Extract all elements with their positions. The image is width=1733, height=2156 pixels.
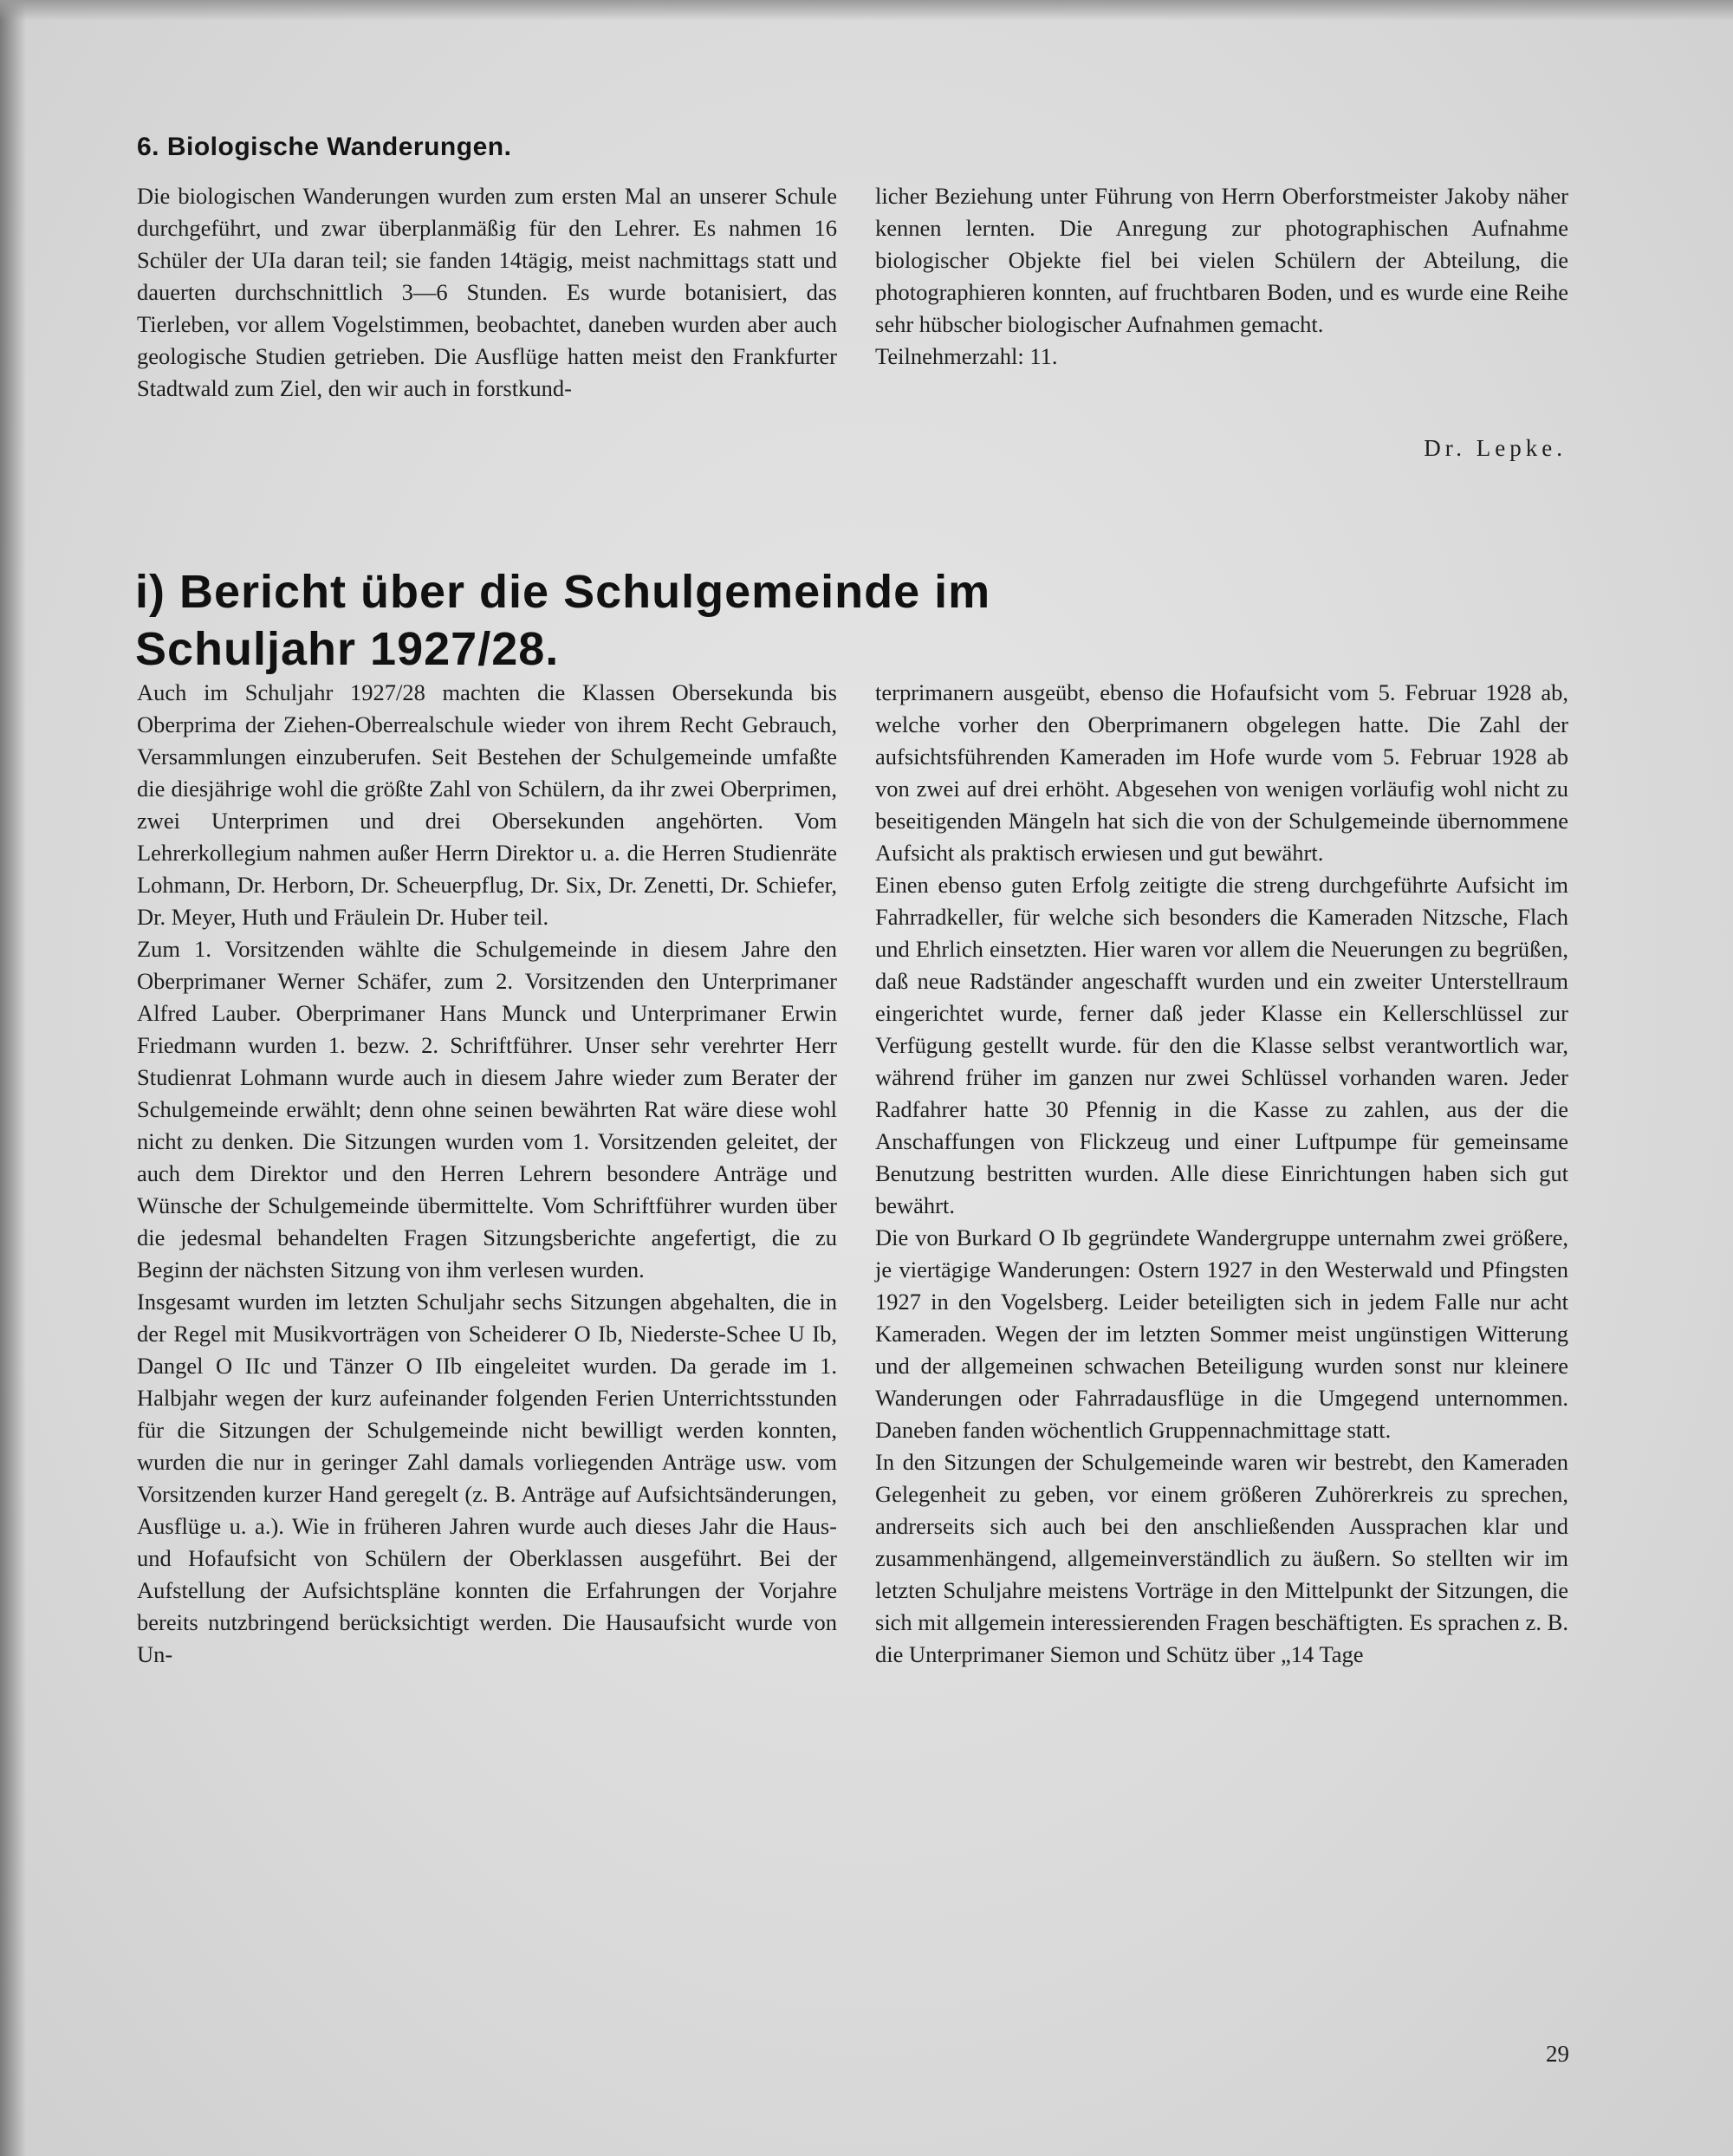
- paragraph: terprimanern ausgeübt, ebenso die Hofaufsicht vom 5. Februar 1928 ab, welche vorher den Oberprimanern obgelegen hatte. Die Zahl der aufsichtsführenden Kameraden im Hofe wurde vom 5. Februar 1928 ab von zwei auf drei erhöht. Abgesehen von wenigen vorläufig wohl nicht zu beseitigenden Mängeln hat sich die von der Schulgemeinde übernommene Aufsicht als praktisch erwiesen und gut bewährt.: [875, 679, 1568, 866]
- section-i-heading-line2: Schuljahr 1927/28.: [135, 623, 560, 675]
- section-6-right-column: [875, 180, 1568, 373]
- section-6-right-text: licher Beziehung unter Führung von Herrn Oberforstmeister Jakoby näher kennen lernten. Die Anregung zur photographischen Aufnahme biologischer Objekte fiel bei vielen Schülern der Abteilung, die photographieren konnten, auf fruchtbaren Boden, und es wurde eine Reihe sehr hübscher biologischer Aufnahmen gemacht.: [875, 183, 1568, 337]
- binding-shadow: [0, 0, 26, 2156]
- section-i-right-column: [875, 677, 1568, 1671]
- paragraph: Auch im Schuljahr 1927/28 machten die Klassen Obersekunda bis Oberprima der Ziehen-Oberrealschule wieder von ihrem Recht Gebrauch, Versammlungen einzuberufen. Seit Bestehen der Schulgemeinde umfaßte die diesjährige wohl die größte Zahl von Schülern, da ihr zwei Oberprimen, zwei Unterprimen und drei Obersekunden angehörten. Vom Lehrerkollegium nahmen außer Herrn Direktor u. a. die Herren Studienräte Lohmann, Dr. Herborn, Dr. Scheuerpflug, Dr. Six, Dr. Zenetti, Dr. Schiefer, Dr. Meyer, Huth und Fräulein Dr. Huber teil.: [137, 679, 837, 930]
- top-shadow: [0, 0, 1733, 21]
- paragraph: Einen ebenso guten Erfolg zeitigte die streng durchgeführte Aufsicht im Fahrradkeller, für welche sich besonders die Kameraden Nitzsche, Flach und Ehrlich einsetzten. Hier waren vor allem die Neuerungen zu begrüßen, daß neue Radständer angeschafft wurden und ein zweiter Unterstellraum eingerichtet wurde, ferner daß jeder Klasse ein Kellerschlüssel zur Verfügung gestellt wurde. für den die Klasse selbst verantwortlich war, während früher im ganzen nur zwei Schlüssel vorhanden waren. Jeder Radfahrer hatte 30 Pfennig in die Kasse zu zahlen, aus der die Anschaffungen von Flickzeug und einer Luftpumpe für gemeinsame Benutzung bestritten wurden. Alle diese Einrichtungen haben sich gut bewährt.: [875, 872, 1568, 1218]
- section-i-left-column: [137, 677, 837, 1671]
- paragraph: In den Sitzungen der Schulgemeinde waren wir bestrebt, den Kameraden Gelegenheit zu geben, vor einem größeren Zuhörerkreis zu sprechen, andrerseits sich auch bei den anschließenden Aussprachen klar und zusammenhängend, allgemeinverständlich zu äußern. So stellten wir im letzten Schuljahre meistens Vorträge in den Mittelpunkt der Sitzungen, die sich mit allgemein interessierenden Fragen beschäftigten. Es sprachen z. B. die Unterprimaner Siemon und Schütz über „14 Tage: [875, 1449, 1568, 1667]
- section-i-heading-line1: i) Bericht über die Schulgemeinde im: [135, 566, 991, 618]
- paragraph: Zum 1. Vorsitzenden wählte die Schulgemeinde in diesem Jahre den Oberprimaner Werner Schäfer, zum 2. Vorsitzenden den Unterprimaner Alfred Lauber. Oberprimaner Hans Munck und Unterprimaner Erwin Friedmann wurden 1. bezw. 2. Schriftführer. Unser sehr verehrter Herr Studienrat Lohmann wurde auch in diesem Jahre wieder zum Berater der Schulgemeinde erwählt; denn ohne seinen bewährten Rat wäre diese wohl nicht zu denken. Die Sitzungen wurden vom 1. Vorsitzenden geleitet, der auch dem Direktor und den Herren Lehrern besondere Anträge und Wünsche der Schulgemeinde übermittelte. Vom Schriftführer wurden über die jedesmal behandelten Fragen Sitzungsberichte angefertigt, die zu Beginn der nächsten Sitzung von ihm verlesen wurden.: [137, 936, 837, 1283]
- section-6-left-text: Die biologischen Wanderungen wurden zum ersten Mal an unserer Schule durchgeführt, und zwar überplanmäßig für den Lehrer. Es nahmen 16 Schüler der UIa daran teil; sie fanden 14tägig, meist nachmittags statt und dauerten durchschnittlich 3—6 Stunden. Es wurde botanisiert, das Tierleben, vor allem Vogelstimmen, beobachtet, daneben wurden aber auch geologische Studien getrieben. Die Ausflüge hatten meist den Frankfurter Stadtwald zum Ziel, den wir auch in forstkund-: [137, 183, 837, 401]
- paragraph: Insgesamt wurden im letzten Schuljahr sechs Sitzungen abgehalten, die in der Regel mit Musikvorträgen von Scheiderer O Ib, Niederste-Schee U Ib, Dangel O IIc und Tänzer O IIb eingeleitet wurden. Da gerade im 1. Halbjahr wegen der kurz aufeinander folgenden Ferien Unterrichtsstunden für die Sitzungen der Schulgemeinde nicht bewilligt werden konnten, wurden die nur in geringer Zahl damals vorliegenden Anträge usw. vom Vorsitzenden kurzer Hand geregelt (z. B. Anträge auf Aufsichtsänderungen, Ausflüge u. a.). Wie in früheren Jahren wurde auch dieses Jahr die Haus- und Hofaufsicht von Schülern der Oberklassen ausgeführt. Bei der Aufstellung der Aufsichtspläne konnten die Erfahrungen der Vorjahre bereits nutzbringend berücksichtigt werden. Die Hausaufsicht wurde von Un-: [137, 1289, 837, 1667]
- section-i-heading: [135, 563, 1348, 678]
- section-6-heading: 6. Biologische Wanderungen.: [137, 133, 512, 161]
- paragraph: Die von Burkard O Ib gegründete Wandergruppe unternahm zwei größere, je viertägige Wanderungen: Ostern 1927 in den Westerwald und Pfingsten 1927 in den Vogelsberg. Leider beteiligten sich in jedem Falle nur acht Kameraden. Wegen der im letzten Sommer meist ungünstigen Witterung und der allgemeinen schwachen Beteiligung wurden sonst nur kleinere Wanderungen oder Fahrradausflüge in die Umgegend unternommen. Daneben fanden wöchentlich Gruppennachmittage statt.: [875, 1224, 1568, 1443]
- page-number: 29: [1546, 2041, 1569, 2067]
- participants-count: Teilnehmerzahl: 11.: [875, 343, 1058, 369]
- section-6-left-column: [137, 180, 837, 405]
- author-signature: Dr. Lepke.: [1424, 435, 1567, 461]
